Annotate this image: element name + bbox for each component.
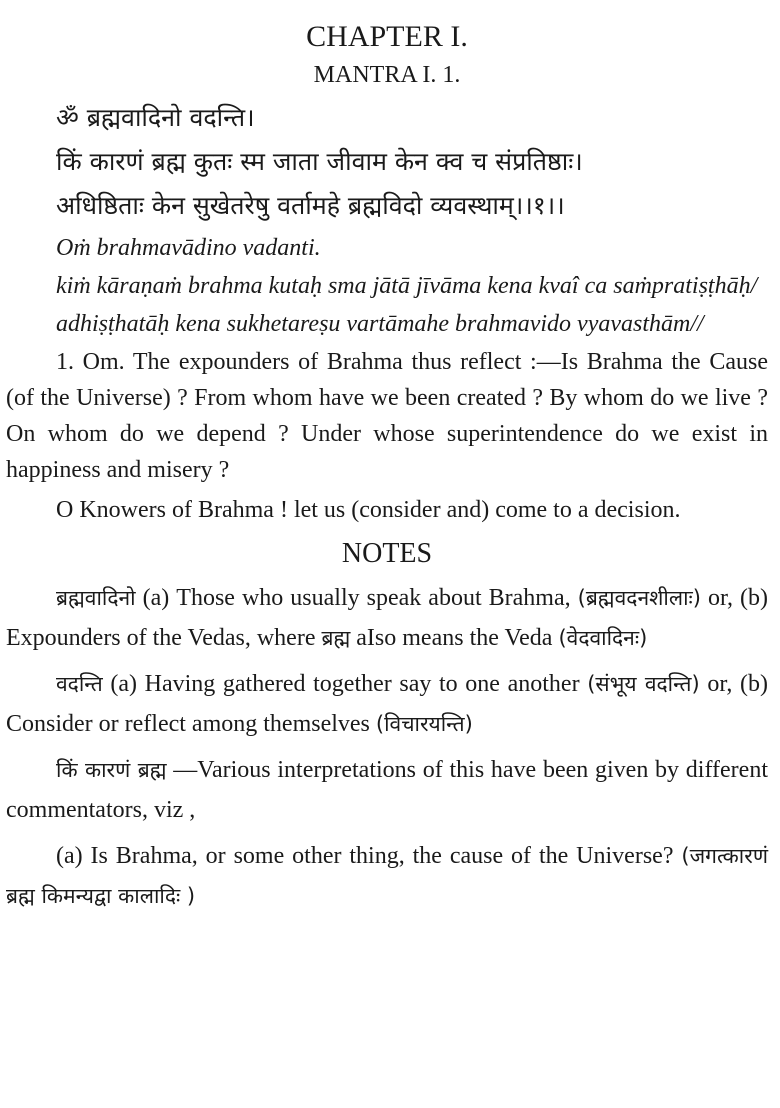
note-kim-karanam-brahma	[6, 750, 768, 830]
note-sanskrit: (विचारयन्ति)	[375, 712, 473, 736]
document-page	[6, 18, 768, 922]
note-vadanti	[6, 664, 768, 744]
sanskrit-line-3: अधिष्ठिताः केन सुखेतरेषु वर्तामहे ब्रह्मविदो व्यवस्थाम्।।१।।	[56, 191, 565, 220]
notes-heading: NOTES	[341, 538, 433, 569]
transliteration-line-1: Oṁ brahmavādino vadanti.	[56, 235, 321, 261]
note-term: किं कारणं ब्रह्म	[56, 758, 167, 782]
note-term: ब्रह्मवादिनो	[56, 586, 136, 610]
note-sanskrit: (वेदवादिनः)	[558, 626, 648, 650]
sanskrit-line-1: ॐ ब्रह्मवादिनो वदन्ति।	[56, 103, 255, 132]
note-interpretation-a	[6, 836, 768, 916]
note-text: (a) Having gathered together say to one another	[102, 671, 588, 697]
sanskrit-line-2: किं कारणं ब्रह्म कुतः स्म जाता जीवाम केन क्व च संप्रतिष्ठाः।	[56, 147, 583, 176]
mantra-heading: MANTRA I. 1.	[313, 62, 461, 88]
note-sanskrit: ब्रह्म	[321, 626, 351, 650]
note-sanskrit: (संभूय वदन्ति)	[587, 672, 700, 696]
translation-paragraph-2: O Knowers of Brahma ! let us (consider and) come to a decision.	[56, 497, 681, 523]
transliteration-line-2: kiṁ kāraṇaṁ brahma kutaḥ sma jātā jīvāma kena kvaî ca saṁpratiṣṭhāḥ/	[56, 273, 758, 299]
note-text: aIso means the Veda	[350, 625, 559, 651]
note-sanskrit: (जगत्कारणं ब्रह्म किमन्यद्वा कालादिः )	[6, 844, 768, 908]
note-sanskrit: (ब्रह्मवदनशीलाः)	[577, 586, 701, 610]
note-term: वदन्ति	[56, 672, 103, 696]
note-text: —Various interpretations of this have been given by different commentators, viz ,	[6, 757, 768, 823]
note-text: or, (b) Consider or reflect among themselves	[6, 671, 769, 737]
note-brahmavadino	[6, 578, 768, 658]
note-text: (a) Is Brahma, or some other thing, the cause of the Universe?	[56, 843, 682, 869]
chapter-title: CHAPTER I.	[306, 20, 468, 53]
note-text: or, (b) Expounders of the Vedas, where	[6, 585, 768, 651]
translation-paragraph-1: 1. Om. The expounders of Brahma thus reflect :—Is Brahma the Cause (of the Universe) ? From whom have we been created ? By whom do we live ? On whom do we depend ? Under whose superintendence do we exist in happiness and misery ?	[6, 349, 768, 483]
transliteration-line-3: adhiṣṭhatāḥ kena sukhetareṣu vartāmahe brahmavido vyavasthām//	[56, 311, 704, 337]
note-text: (a) Those who usually speak about Brahma,	[135, 585, 578, 611]
